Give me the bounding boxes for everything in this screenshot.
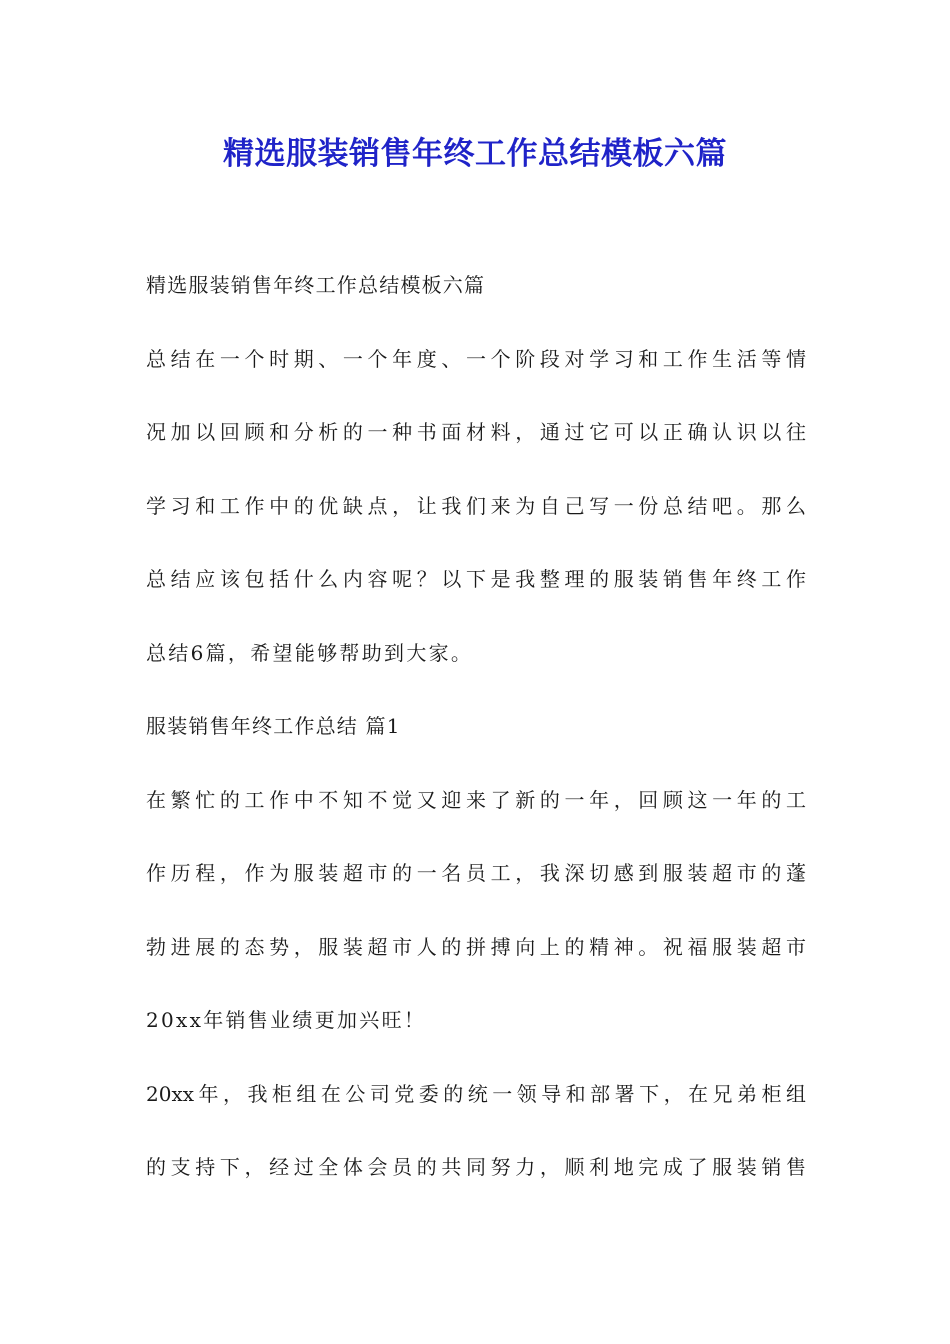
- paragraph-line: 在繁忙的工作中不知不觉又迎来了新的一年，回顾这一年的工: [146, 787, 806, 812]
- paragraph-line: 20xx年销售业绩更加兴旺！: [146, 1008, 427, 1032]
- paragraph-line: 学习和工作中的优缺点，让我们来为自己写一份总结吧。那么: [146, 493, 806, 518]
- paragraph-line: 况加以回顾和分析的一种书面材料，通过它可以正确认识以往: [146, 420, 806, 444]
- paragraph-line: 总结应该包括什么内容呢？以下是我整理的服装销售年终工作: [146, 567, 806, 591]
- paragraph-line: 作历程，作为服装超市的一名员工，我深切感到服装超市的蓬: [146, 861, 806, 885]
- document-title: 精选服装销售年终工作总结模板六篇: [223, 136, 727, 172]
- paragraph-line: 的支持下，经过全体会员的共同努力，顺利地完成了服装销售: [146, 1155, 806, 1179]
- paragraph-line: 服装销售年终工作总结 篇1: [146, 714, 401, 738]
- paragraph-line: 勃进展的态势，服装超市人的拼搏向上的精神。祝福服装超市: [146, 934, 806, 959]
- paragraph-line: 总结6篇，希望能够帮助到大家。: [146, 640, 474, 665]
- document-body: [146, 268, 806, 1224]
- paragraph-line: 20xx年，我柜组在公司党委的统一领导和部署下，在兄弟柜组: [146, 1081, 806, 1106]
- paragraph-line: 精选服装销售年终工作总结模板六篇: [146, 273, 486, 297]
- paragraph-line: 总结在一个时期、一个年度、一个阶段对学习和工作生活等情: [146, 346, 806, 371]
